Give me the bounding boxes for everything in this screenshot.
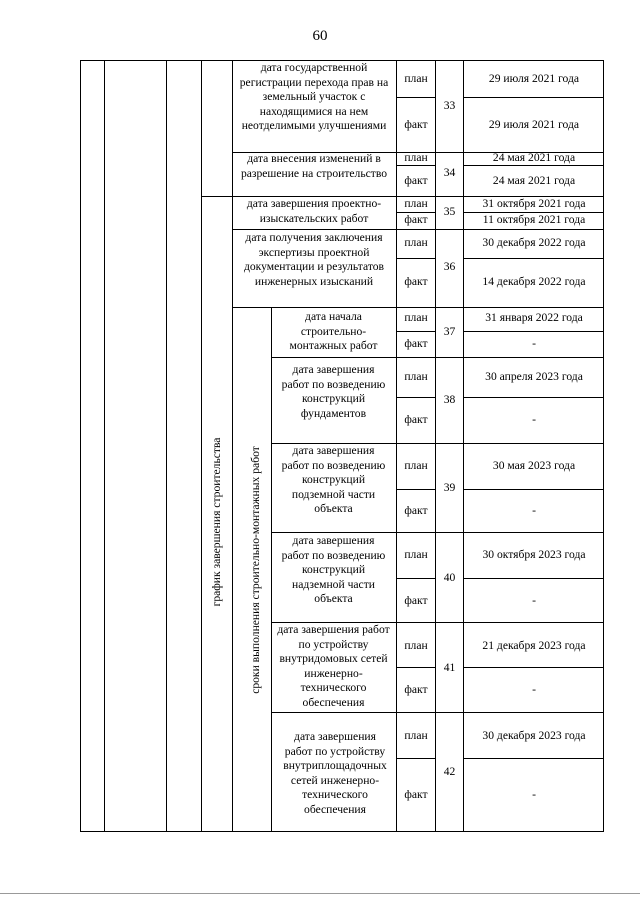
plan-label: план bbox=[404, 370, 428, 383]
fact-label: факт bbox=[404, 504, 428, 517]
row-description: дата завершения проектно-изыскательских работ bbox=[246, 197, 382, 225]
row-number: 40 bbox=[443, 571, 456, 584]
row-number: 38 bbox=[443, 393, 456, 406]
fact-label: факт bbox=[404, 118, 428, 131]
fact-label: факт bbox=[404, 213, 428, 226]
row-number: 33 bbox=[443, 99, 456, 112]
fact-label: факт bbox=[404, 788, 428, 801]
row-description: дата завершения работ по устройству внутриплощадочных сетей инженерно-технического обеспечения bbox=[283, 730, 387, 816]
row-line bbox=[396, 397, 435, 398]
schedule-vertical-label: график завершения строительства bbox=[210, 437, 223, 607]
fact-date: 11 октября 2021 года bbox=[482, 213, 586, 226]
row-line bbox=[463, 331, 604, 332]
row-description: дата завершения работ по возведению конструкций подземной части объекта bbox=[281, 444, 386, 516]
fact-date: - bbox=[532, 788, 536, 801]
fact-date: 29 июля 2021 года bbox=[488, 118, 580, 131]
fact-label: факт bbox=[404, 594, 428, 607]
fact-date: - bbox=[532, 337, 536, 350]
plan-date: 21 декабря 2023 года bbox=[482, 639, 586, 652]
row-line bbox=[396, 578, 435, 579]
fact-label: факт bbox=[404, 174, 428, 187]
plan-date: 31 октября 2021 года bbox=[482, 197, 586, 210]
fact-label: факт bbox=[404, 337, 428, 350]
fact-date: - bbox=[532, 413, 536, 426]
row-line bbox=[396, 758, 435, 759]
fact-label: факт bbox=[404, 413, 428, 426]
row-description: дата завершения работ по устройству внутридомовых сетей инженерно-технического обеспечения bbox=[277, 623, 390, 709]
row-description: дата государственной регистрации перехода прав на земельный участок с находящимися на нем неотделимыми улучшениями bbox=[239, 61, 389, 133]
row-line bbox=[232, 229, 604, 230]
row-number: 39 bbox=[443, 481, 456, 494]
row-description: дата получения заключения экспертизы проектной документации и результатов инженерных изысканий bbox=[243, 231, 385, 288]
plan-label: план bbox=[404, 639, 428, 652]
row-number: 34 bbox=[443, 166, 456, 179]
column-line bbox=[104, 60, 105, 831]
plan-label: план bbox=[404, 548, 428, 561]
plan-date: 30 декабря 2022 года bbox=[482, 236, 586, 249]
row-line bbox=[271, 532, 604, 533]
table-border-bottom bbox=[80, 831, 604, 832]
row-line bbox=[396, 331, 435, 332]
row-number: 42 bbox=[443, 765, 456, 778]
row-line bbox=[271, 712, 604, 713]
row-line bbox=[463, 578, 604, 579]
row-line bbox=[396, 489, 435, 490]
plan-label: план bbox=[404, 311, 428, 324]
plan-label: план bbox=[404, 72, 428, 85]
plan-date: 30 апреля 2023 года bbox=[485, 370, 583, 383]
row-description: дата начала строительно-монтажных работ bbox=[289, 310, 378, 353]
plan-date: 31 января 2022 года bbox=[485, 311, 583, 324]
row-line bbox=[232, 307, 604, 308]
row-description: дата завершения работ по возведению конструкций надземной части объекта bbox=[281, 534, 386, 606]
plan-label: план bbox=[404, 197, 428, 210]
plan-label: план bbox=[404, 151, 428, 164]
plan-date: 30 декабря 2023 года bbox=[482, 729, 586, 742]
row-line bbox=[463, 489, 604, 490]
footer-line bbox=[0, 893, 640, 894]
plan-date: 30 мая 2023 года bbox=[492, 459, 576, 472]
table-border-left bbox=[80, 60, 81, 831]
row-number: 35 bbox=[443, 205, 456, 218]
row-number: 36 bbox=[443, 260, 456, 273]
plan-label: план bbox=[404, 236, 428, 249]
plan-label: план bbox=[404, 729, 428, 742]
row-line bbox=[463, 667, 604, 668]
row-description: дата внесения изменений в разрешение на строительство bbox=[240, 152, 388, 180]
row-line bbox=[463, 97, 604, 98]
fact-date: - bbox=[532, 683, 536, 696]
column-line bbox=[201, 60, 202, 831]
plan-label: план bbox=[404, 459, 428, 472]
column-line bbox=[232, 60, 233, 831]
row-number: 37 bbox=[443, 325, 456, 338]
column-line bbox=[271, 307, 272, 831]
row-line bbox=[271, 357, 604, 358]
row-number: 41 bbox=[443, 661, 456, 674]
row-line bbox=[396, 97, 435, 98]
row-line bbox=[396, 258, 435, 259]
row-line bbox=[396, 667, 435, 668]
plan-date: 24 мая 2021 года bbox=[492, 151, 576, 164]
page-number: 60 bbox=[312, 28, 328, 44]
fact-label: факт bbox=[404, 275, 428, 288]
terms-vertical-label: сроки выполнения строительно-монтажных работ bbox=[249, 446, 262, 694]
fact-label: факт bbox=[404, 683, 428, 696]
fact-date: - bbox=[532, 504, 536, 517]
fact-date: - bbox=[532, 594, 536, 607]
row-line bbox=[463, 758, 604, 759]
plan-date: 30 октября 2023 года bbox=[482, 548, 586, 561]
row-description: дата завершения работ по возведению конструкций фундаментов bbox=[281, 363, 386, 420]
fact-date: 14 декабря 2022 года bbox=[482, 275, 586, 288]
column-line bbox=[166, 60, 167, 831]
fact-date: 24 мая 2021 года bbox=[492, 174, 576, 187]
row-line bbox=[463, 258, 604, 259]
row-line bbox=[463, 397, 604, 398]
plan-date: 29 июля 2021 года bbox=[488, 72, 580, 85]
